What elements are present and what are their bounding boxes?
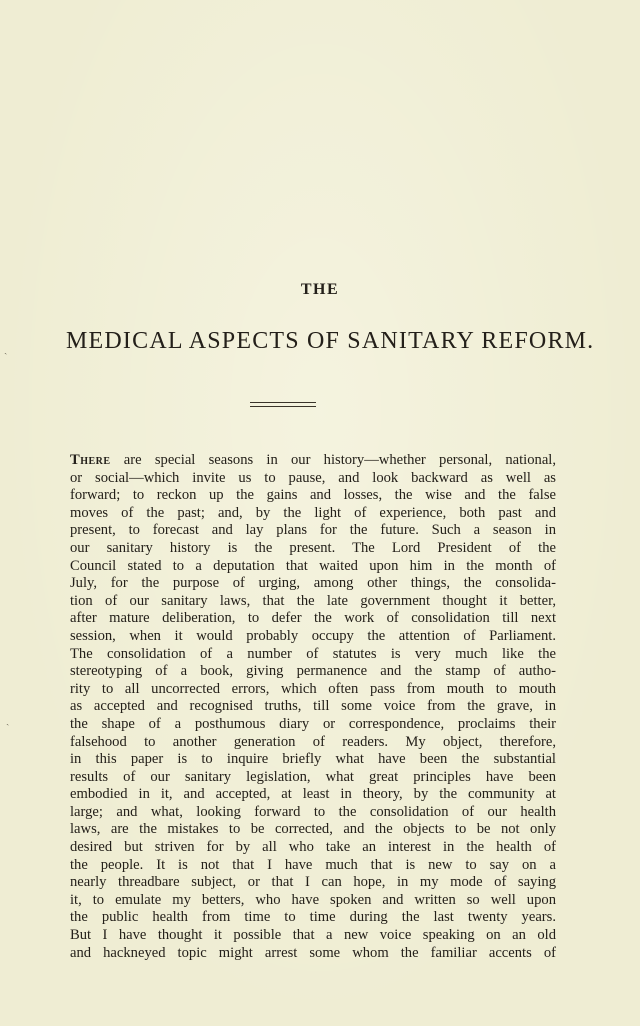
text-line: laws, are the mistakes to be corrected, and the objects to be not only	[70, 821, 556, 838]
text-line: after mature deliberation, to defer the work of consolidation till next	[70, 610, 556, 627]
body-paragraph	[70, 452, 556, 962]
text-line: falsehood to another generation of readers. My object, therefore,	[70, 733, 556, 750]
text-line: as accepted and recognised truths, till some voice from the grave, in	[70, 698, 556, 715]
margin-speck: ˏ	[4, 344, 8, 355]
heading-the: THE	[300, 281, 340, 298]
text-line: moves of the past; and, by the light of experience, both past and	[70, 504, 556, 521]
text-line: July, for the purpose of urging, among other things, the consolida-	[70, 575, 556, 592]
text-line: results of our sanitary legislation, what great principles have been	[70, 768, 556, 785]
drop-word: There	[70, 452, 111, 468]
double-rule-bottom	[250, 406, 316, 407]
margin-speck: ˏ	[6, 715, 10, 726]
page-title: MEDICAL ASPECTS OF SANITARY REFORM.	[66, 328, 595, 354]
text-line: the people. It is not that I have much that is new to say on a	[70, 856, 556, 873]
text-line: and hackneyed topic might arrest some whom the familiar accents of	[70, 944, 556, 961]
text-line: tion of our sanitary laws, that the late government thought it better,	[70, 592, 556, 609]
text-line: The consolidation of a number of statutes is very much like the	[70, 645, 556, 662]
text-line: present, to forecast and lay plans for the future. Such a season in	[70, 522, 556, 539]
text-line: stereotyping of a book, giving permanence and the stamp of autho-	[70, 663, 556, 680]
text-line: session, when it would probably occupy the attention of Parliament.	[70, 627, 556, 644]
text-line: rity to all uncorrected errors, which often pass from mouth to mouth	[70, 680, 556, 697]
text-line: large; and what, looking forward to the consolidation of our health	[70, 803, 556, 820]
text-line: desired but striven for by all who take an interest in the health of	[70, 839, 556, 856]
text-line: embodied in it, and accepted, at least in theory, by the community at	[70, 786, 556, 803]
text-line: the shape of a posthumous diary or correspondence, proclaims their	[70, 715, 556, 732]
text-line: But I have thought it possible that a new voice speaking on an old	[70, 927, 556, 944]
text-line: our sanitary history is the present. The Lord President of the	[70, 539, 556, 556]
text-line: or social—which invite us to pause, and look backward as well as	[70, 469, 556, 486]
text-line: forward; to reckon up the gains and losses, the wise and the false	[70, 487, 556, 504]
text-line-1: There are special seasons in our history—whether personal, national,	[70, 452, 556, 468]
text-line: in this paper is to inquire briefly what have been the substantial	[70, 751, 556, 768]
text-line: the public health from time to time during the last twenty years.	[70, 909, 556, 926]
text-line: it, to emulate my betters, who have spoken and written so well upon	[70, 891, 556, 908]
text-line: nearly threadbare subject, or that I can hope, in my mode of saying	[70, 874, 556, 891]
double-rule-top	[250, 402, 316, 403]
text-line: Council stated to a deputation that waited upon him in the month of	[70, 557, 556, 574]
